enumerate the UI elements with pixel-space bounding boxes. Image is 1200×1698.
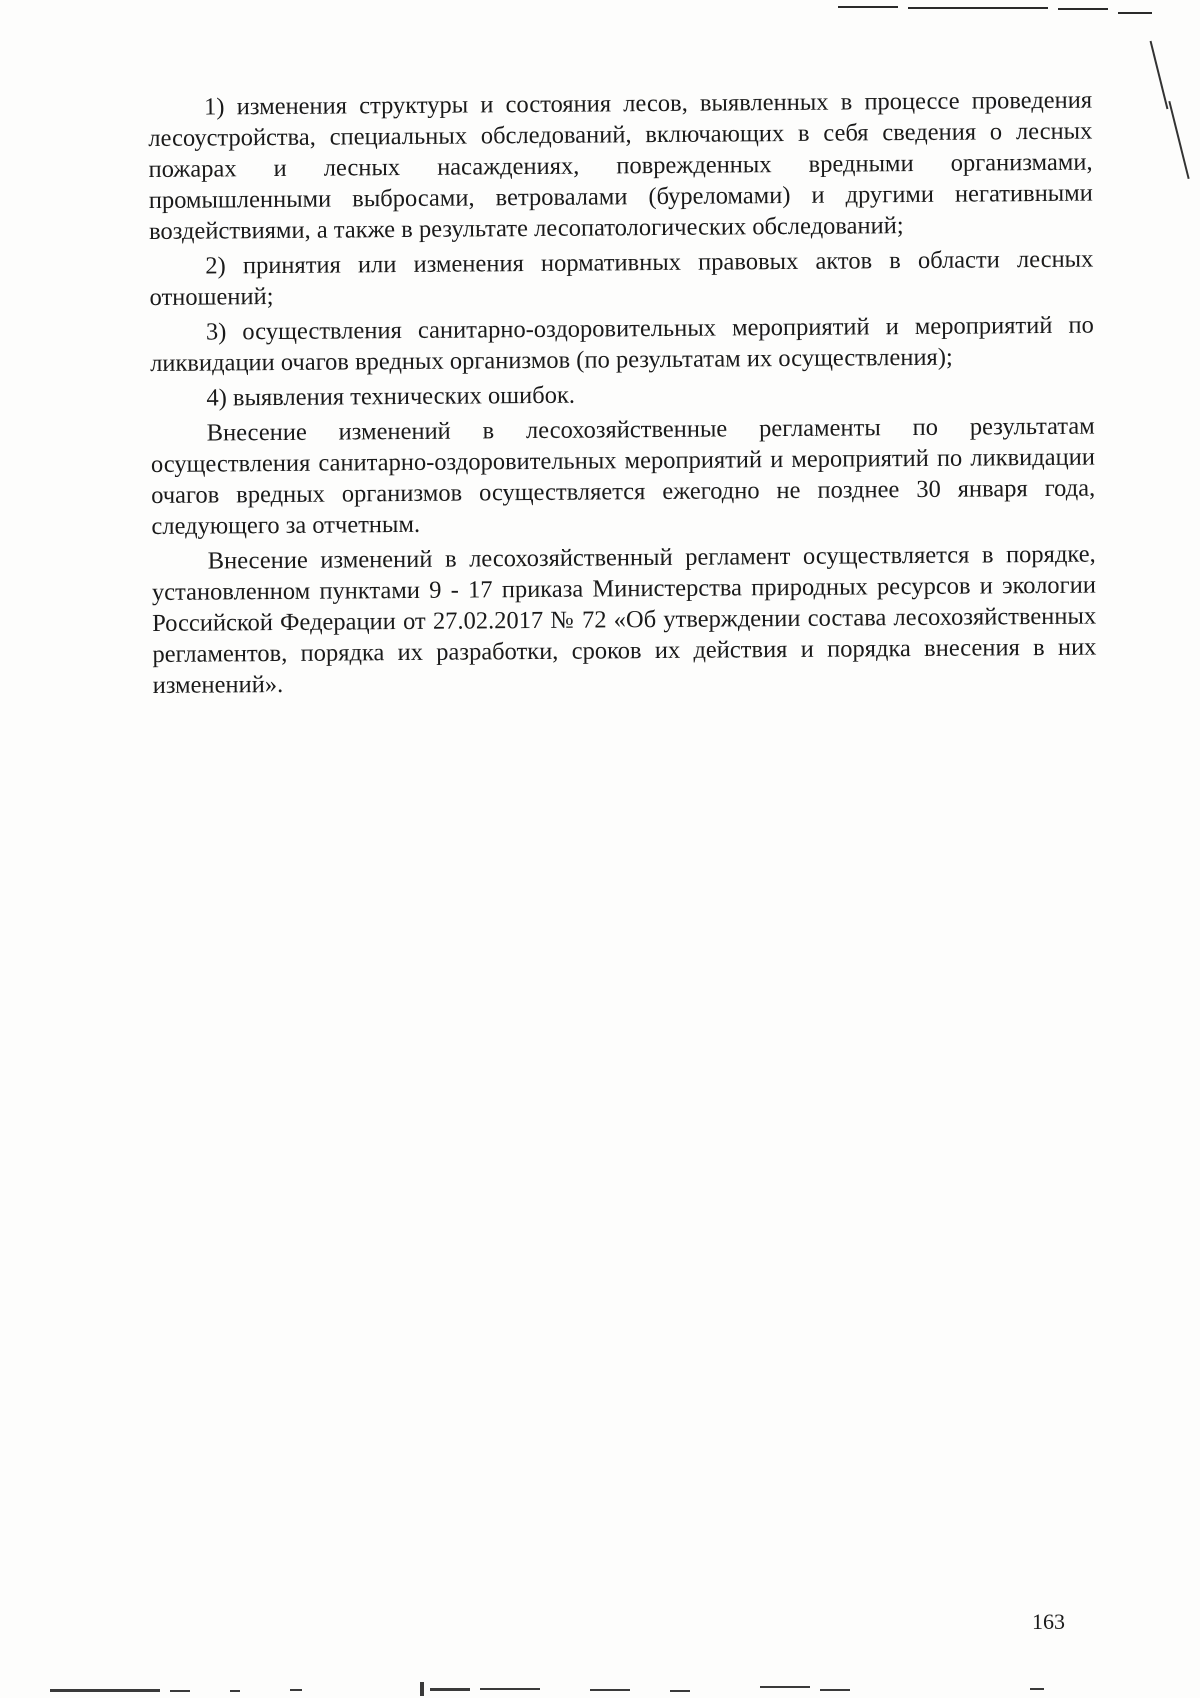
paragraph-amendments-procedure: Внесение изменений в лесохозяйственный регламент осуществляется в порядке, установленном пунктами 9 - 17 приказа Министерства природных ресурсов и экологии Российской Федерации от 27.02.2017 № 72 «Об утверждении состава лесохозяйственных регламентов, порядка их разработки, сроков их действия и порядка внесения в них изменений».	[151, 540, 1097, 699]
scan-artifact-top-line	[908, 7, 1048, 9]
scan-artifact-top-line	[1058, 8, 1108, 10]
paragraph-amendments-schedule: Внесение изменений в лесохозяйственные регламенты по результатам осуществления санитарно-оздоровительных мероприятий и мероприятий по ликвидации очагов вредных организмов осуществляется ежегодно не позднее 30 января года, следующего за отчетным.	[150, 412, 1096, 540]
scan-artifact-mark	[1168, 101, 1189, 179]
scan-artifact-bottom	[0, 1680, 1200, 1698]
list-item-1: 1) изменения структуры и состояния лесов, выявленных в процессе проведения лесоустройства, специальных обследований, включающих в себя сведения о лесных пожарах и лесных насаждениях, поврежденных вредными организмами, промышленными выбросами, ветровалами (буреломами) и другими негативными воздействиями, а также в результате лесопатологических обследований;	[148, 86, 1093, 245]
list-item-2: 2) принятия или изменения нормативных правовых актов в области лесных отношений;	[149, 245, 1094, 311]
list-item-4: 4) выявления технических ошибок.	[206, 381, 576, 412]
list-item-3: 3) осуществления санитарно-оздоровительных мероприятий и мероприятий по ликвидации очагов вредных организмов (по результатам их осуществления);	[150, 311, 1094, 377]
scan-artifact-top-line	[1118, 12, 1152, 14]
scan-artifact-mark	[1150, 41, 1169, 109]
document-body	[148, 85, 1097, 705]
scan-artifact-top-line	[838, 6, 898, 8]
page-number: 163	[1032, 1609, 1065, 1634]
